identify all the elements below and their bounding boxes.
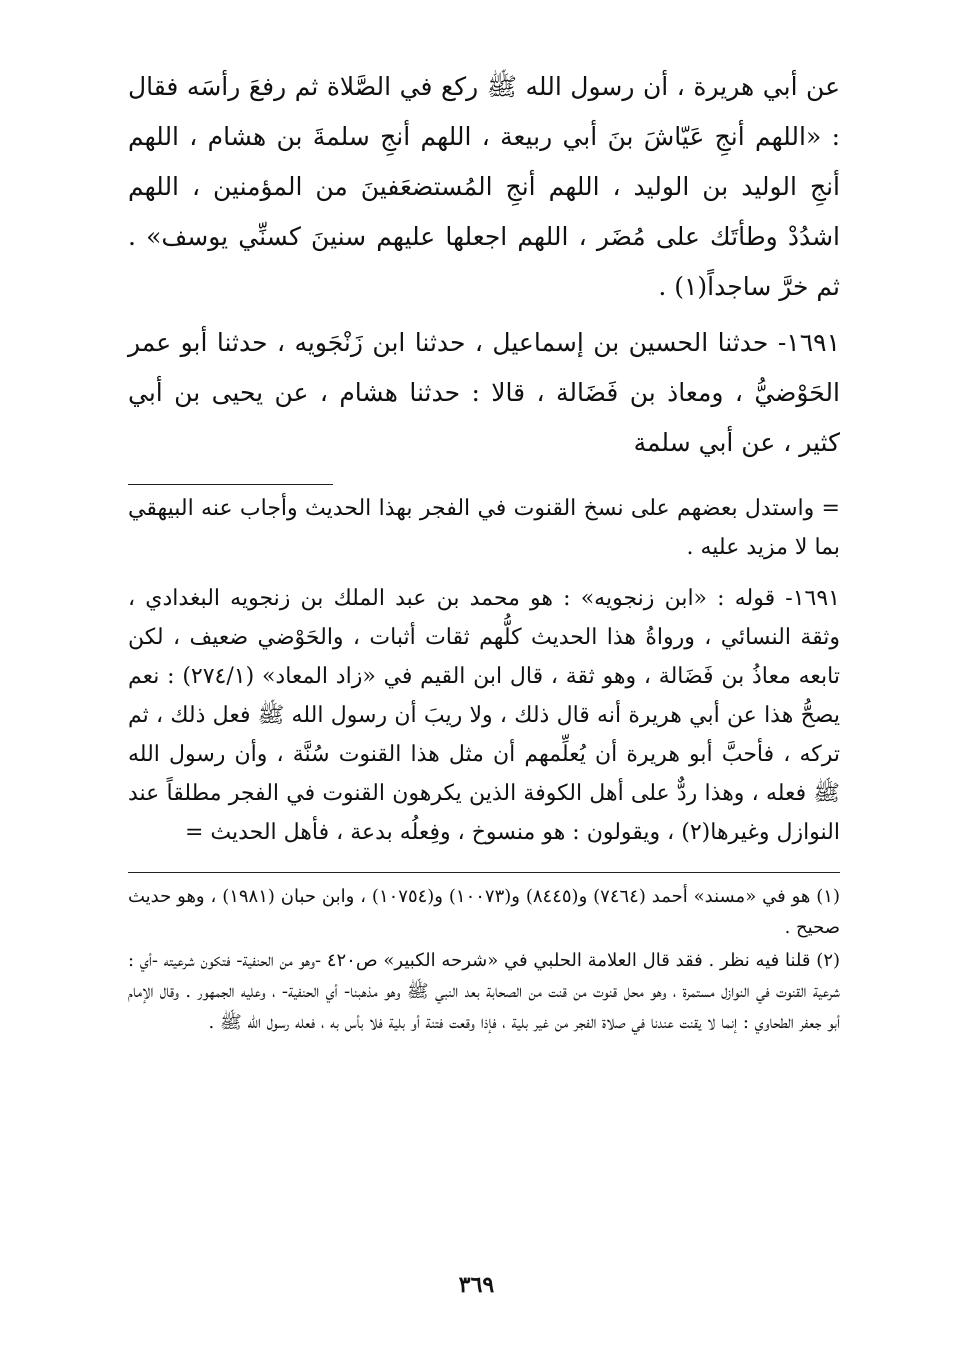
hadith-1691-chain: ١٦٩١- حدثنا الحسين بن إسماعيل ، حدثنا ابن زَنْجَويه ، حدثنا أبو عمر الحَوْضيُّ ، ومعاذ بن فَضَالة ، قالا : حدثنا هشام ، عن يحيى بن أبي كثير ، عن أبي سلمة (128, 328, 840, 457)
commentary-continuation: = واستدل بعضهم على نسخ القنوت في الفجر بهذا الحديث وأجاب عنه البيهقي بما لا مزيد عليه . (128, 496, 840, 560)
footnote-2: (٢) قلنا فيه نظر . فقد قال العلامة الحلبي في «شرحه الكبير» ص٤٢٠ -وهو من الحنفية- فتكون شرعيته -أي : شرعية القنوت في النوازل مستمرة ، وهو محل قنوت من قنت من الصحابة بعد النبي ﷺ وهو مذهبنا- أي الحنفية- ، وعليه الجمهور . وقال الإمام أبو جعفر الطحاوي : إنما لا يقنت عندنا في صلاة الفجر من غير بلية ، فإذا وقعت فتنة أو بلية فلا بأس به ، فعله رسول الله ﷺ . (128, 950, 841, 1033)
commentary-separator (128, 484, 333, 485)
footnotes (128, 881, 840, 1038)
page-number: ٣٦٩ (458, 1272, 495, 1298)
page-body (128, 62, 840, 1038)
hadith-1690-text: عن أبي هريرة ، أن رسول الله ﷺ ركع في الصَّلاة ثم رفعَ رأسَه فقال : «اللهم أنجِ عَيّاشَ بنَ أبي ربيعة ، اللهم أنجِ سلمةَ بن هشام ، اللهم أنجِ الوليد بن الوليد ، اللهم أنجِ المُستضعَفينَ من المؤمنين ، اللهم اشدُدْ وطأتَك على مُضَر ، اللهم اجعلها عليهم سنينَ كسنِّي يوسف» . ثم خرَّ ساجداً(١) . (128, 72, 840, 301)
commentary (128, 489, 840, 852)
main-text (128, 62, 840, 468)
footnotes-separator (128, 872, 840, 873)
footnote-1: (١) هو في «مسند» أحمد (٧٤٦٤) و(٨٤٤٥) و(١٠٠٧٣) و(١٠٧٥٤) ، وابن حبان (١٩٨١) ، وهو حديث صحيح . (128, 886, 840, 938)
commentary-note-1691: ١٦٩١- قوله : «ابن زنجويه» : هو محمد بن عبد الملك بن زنجويه البغدادي ، وثقة النسائي ، ورواةُ هذا الحديث كلُّهم ثقات أثبات ، والحَوْضي ضعيف ، لكن تابعه معاذُ بن فَضَالة ، وهو ثقة ، قال ابن القيم في «زاد المعاد» (٢٧٤/١) : نعم يصحُّ هذا عن أبي هريرة أنه قال ذلك ، ولا ريبَ أن رسول الله ﷺ فعل ذلك ، ثم تركه ، فأحبَّ أبو هريرة أن يُعلِّمهم أن مثل هذا القنوت سُنَّة ، وأن رسول الله ﷺ فعله ، وهذا ردٌّ على أهل الكوفة الذين يكرهون القنوت في الفجر مطلقاً عند النوازل وغيرها(٢) ، ويقولون : هو منسوخ ، وفِعلُه بدعة ، فأهل الحديث = (128, 586, 840, 845)
